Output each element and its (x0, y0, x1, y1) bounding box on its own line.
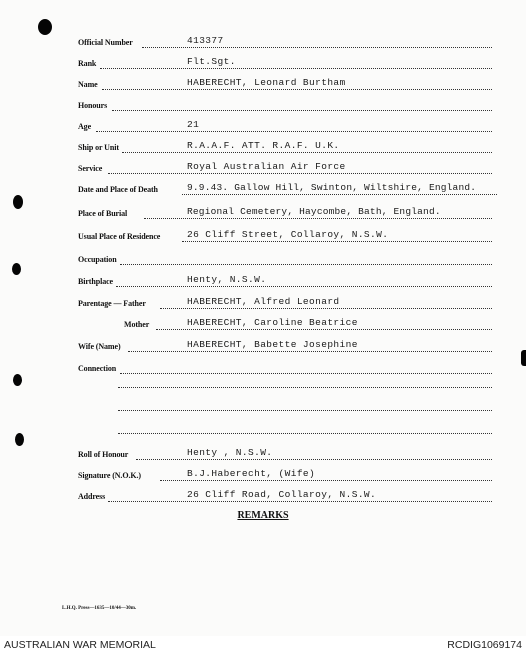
field-dotted-line (96, 131, 492, 132)
field-mother (0, 317, 526, 335)
field-dotted-line (128, 351, 492, 352)
field-dotted-line (108, 173, 492, 174)
field-label: Parentage — Father (78, 299, 146, 308)
field-name (0, 77, 526, 95)
field-label: Honours (78, 101, 108, 110)
field-label: Connection (78, 364, 117, 373)
field-label: Date and Place of Death (78, 185, 158, 194)
field-value: HABERECHT, Alfred Leonard (187, 296, 340, 307)
field-value: 9.9.43. Gallow Hill, Swinton, Wiltshire, England. (187, 182, 477, 193)
blank-line (118, 410, 492, 411)
punch-hole-top (38, 19, 52, 35)
field-value: Henty, N.S.W. (187, 274, 267, 285)
field-address (0, 489, 526, 507)
field-date-place-of-death (0, 182, 526, 200)
field-dotted-line (120, 264, 492, 265)
field-label: Usual Place of Residence (78, 232, 161, 241)
field-dotted-line (108, 501, 492, 502)
field-dotted-line (122, 152, 492, 153)
field-dotted-line (102, 89, 492, 90)
field-label: Address (78, 492, 106, 501)
field-dotted-line (100, 68, 492, 69)
punch-hole-4 (15, 433, 24, 446)
footer-record-id: RCDIG1069174 (447, 639, 522, 651)
field-value: HABERECHT, Caroline Beatrice (187, 317, 358, 328)
field-value: Henty , N.S.W. (187, 447, 273, 458)
field-label: Place of Burial (78, 209, 128, 218)
field-value: R.A.A.F. ATT. R.A.F. U.K. (187, 140, 340, 151)
field-dotted-line (144, 218, 492, 219)
field-label: Age (78, 122, 92, 131)
field-label: Service (78, 164, 103, 173)
field-value: B.J.Haberecht, (Wife) (187, 468, 316, 479)
field-label: Birthplace (78, 277, 113, 286)
field-dotted-line (120, 373, 492, 374)
field-father (0, 296, 526, 314)
field-service (0, 161, 526, 179)
printer-note: L.H.Q. Press—1635—10/44—30m. (62, 606, 137, 611)
footer-source: AUSTRALIAN WAR MEMORIAL (4, 639, 156, 651)
field-value: 26 Cliff Street, Collaroy, N.S.W. (187, 229, 389, 240)
blank-line (118, 387, 492, 388)
field-dotted-line (182, 241, 492, 242)
field-ship-or-unit (0, 140, 526, 158)
field-value: Regional Cemetery, Haycombe, Bath, England. (187, 206, 441, 217)
field-dotted-line (112, 110, 492, 111)
field-value: HABERECHT, Leonard Burtham (187, 77, 346, 88)
field-label: Mother (124, 320, 150, 329)
blank-line (118, 433, 492, 434)
field-label: Rank (78, 59, 97, 68)
field-official-number (0, 35, 526, 53)
field-dotted-line (116, 286, 492, 287)
field-place-of-burial (0, 206, 526, 224)
field-value: Flt.Sgt. (187, 56, 236, 67)
field-dotted-line (160, 308, 492, 309)
field-dotted-line (142, 47, 492, 48)
field-value: HABERECHT, Babette Josephine (187, 339, 358, 350)
field-signature-nok (0, 468, 526, 486)
field-dotted-line (136, 459, 492, 460)
field-roll-of-honour (0, 447, 526, 465)
field-occupation (0, 252, 526, 270)
remarks-heading: REMARKS (237, 510, 289, 521)
field-label: Occupation (78, 255, 117, 264)
field-label: Ship or Unit (78, 143, 119, 152)
field-birthplace (0, 274, 526, 292)
field-label: Official Number (78, 38, 133, 47)
field-label: Wife (Name) (78, 342, 121, 351)
field-label: Roll of Honour (78, 450, 129, 459)
field-value: 26 Cliff Road, Collaroy, N.S.W. (187, 489, 377, 500)
field-usual-residence (0, 229, 526, 247)
field-label: Signature (N.O.K.) (78, 471, 141, 480)
field-dotted-line (160, 480, 492, 481)
field-connection (0, 361, 526, 379)
field-wife (0, 339, 526, 357)
field-dotted-line (182, 194, 497, 195)
field-dotted-line (156, 329, 492, 330)
field-age (0, 119, 526, 137)
field-label: Name (78, 80, 98, 89)
footer-bar (0, 636, 526, 654)
field-value: Royal Australian Air Force (187, 161, 346, 172)
field-value: 21 (187, 119, 200, 130)
field-value: 413377 (187, 35, 224, 46)
field-honours (0, 98, 526, 116)
field-rank (0, 56, 526, 74)
